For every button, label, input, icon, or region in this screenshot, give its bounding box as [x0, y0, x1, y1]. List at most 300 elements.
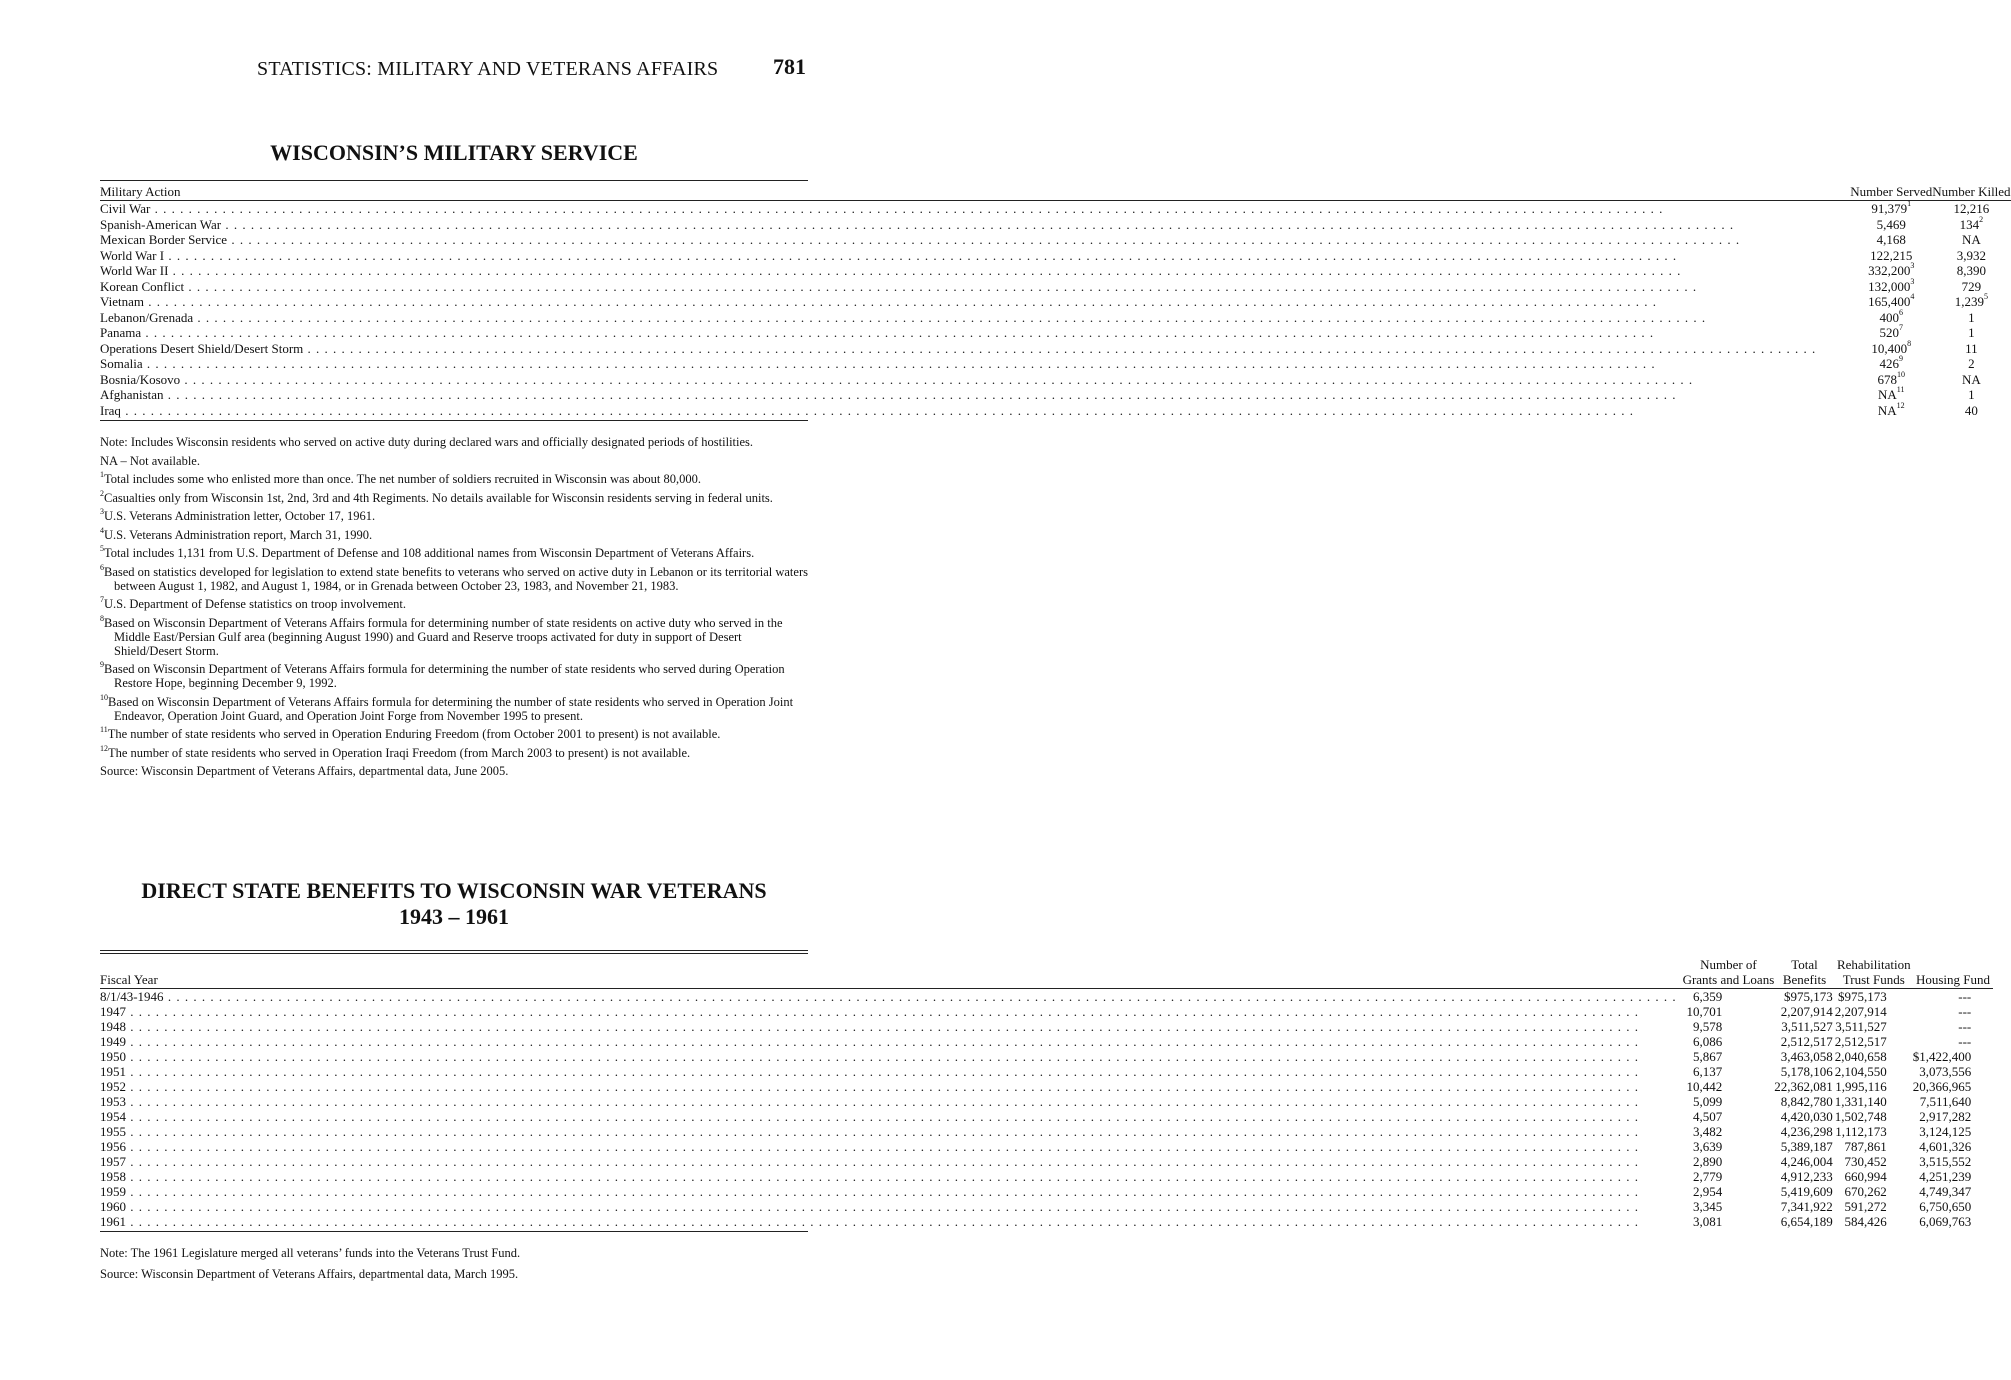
military-action-cell — [100, 372, 1836, 388]
page-header — [100, 54, 808, 82]
military-action-label: Mexican Border Service . . . — [100, 232, 1836, 248]
number-served-cell — [1836, 294, 1932, 310]
table-row — [100, 1034, 1993, 1049]
footnote — [100, 692, 808, 723]
number-served-cell — [1836, 356, 1932, 372]
number-killed-value: 3,932 — [1956, 247, 1987, 263]
number-served-value: NA — [1878, 387, 1897, 402]
military-action-label: Korean Conflict . . . — [100, 279, 1836, 295]
fiscal-year-cell — [100, 1019, 1683, 1034]
rehab-trust-cell: 1,112,173 — [1835, 1124, 1887, 1139]
rehab-trust-cell: 1,995,116 — [1835, 1079, 1887, 1094]
housing-fund-cell: --- — [1958, 1004, 1972, 1019]
table-row — [100, 1019, 1993, 1034]
military-action-label: Iraq . . . — [100, 403, 1836, 419]
table-row — [100, 1094, 1993, 1109]
rehab-trust-cell: 1,331,140 — [1834, 1094, 1887, 1109]
fiscal-year-value: 1957 . . . — [100, 1154, 1683, 1169]
footnote — [100, 613, 808, 658]
number-killed-cell — [1932, 387, 2010, 403]
housing-fund-cell: 4,749,347 — [1919, 1184, 1972, 1199]
grants-cell: 9,578 — [1693, 1019, 1723, 1034]
benefits-note: Source: Wisconsin Department of Veterans Affairs, departmental data, March 1995. — [100, 1267, 519, 1281]
fiscal-year-value: 1956 . . . — [100, 1139, 1683, 1154]
fiscal-year-cell — [100, 1199, 1683, 1214]
table-row — [100, 1079, 1993, 1094]
table-row — [100, 279, 2011, 295]
fiscal-year-cell — [100, 1034, 1683, 1049]
footnote-text: Based on Wisconsin Department of Veterans Affairs formula for determining number of state residents on active duty who served in the Middle East/Persian Gulf area (beginning August 1990) and Guard and Reserve troops activated for duty in support of Desert Shield/Desert Storm. — [104, 615, 783, 658]
rehab-trust-cell: 2,104,550 — [1834, 1064, 1887, 1079]
housing-fund-cell: --- — [1958, 1034, 1972, 1049]
number-served-value: 400 — [1879, 309, 1899, 325]
footnote-text: Total includes 1,131 from U.S. Department of Defense and 108 additional names from Wisconsin Department of Veterans Affairs. — [104, 546, 755, 560]
housing-fund-cell: 4,601,326 — [1919, 1139, 1972, 1154]
grants-cell: 10,701 — [1686, 1004, 1723, 1019]
grants-cell: 3,482 — [1693, 1124, 1723, 1139]
number-killed-cell — [1932, 372, 2010, 388]
number-served-value: 10,400 — [1871, 340, 1908, 356]
footnote-number: 1 — [100, 470, 104, 479]
number-killed-value: 40 — [1964, 402, 1978, 418]
footnote-number: 10 — [100, 692, 108, 702]
grants-cell: 2,890 — [1693, 1154, 1723, 1169]
grants-cell: 6,137 — [1693, 1064, 1723, 1079]
footnote — [100, 488, 808, 505]
military-action-cell — [100, 263, 1836, 279]
military-action-cell — [100, 310, 1836, 326]
footnote-number: 2 — [100, 488, 104, 498]
table-row — [100, 356, 2011, 372]
housing-fund-cell: 20,366,965 — [1912, 1079, 1972, 1094]
footnote-mark: 3 — [1910, 276, 1915, 286]
grants-cell: 5,867 — [1693, 1049, 1723, 1064]
footnote-text: Source: Wisconsin Department of Veterans Affairs, departmental data, June 2005. — [100, 764, 509, 778]
footnote-mark: 8 — [1907, 338, 1912, 348]
total-benefits-cell: 5,389,187 — [1780, 1139, 1833, 1154]
rehab-trust-cell: 591,272 — [1844, 1199, 1887, 1214]
fiscal-year-value: 8/1/43-1946 . . . — [100, 989, 1683, 1004]
page-number: 781 — [773, 54, 806, 79]
military-action-label: Afghanistan . . . — [100, 387, 1836, 403]
total-benefits-cell: 2,207,914 — [1780, 1004, 1833, 1019]
housing-fund-cell: 4,251,239 — [1919, 1169, 1972, 1184]
benefits-header-row — [100, 957, 1993, 989]
fiscal-year-value: 1954 . . . — [100, 1109, 1683, 1124]
total-benefits-cell: 8,842,780 — [1780, 1094, 1833, 1109]
number-killed-cell — [1932, 325, 2010, 341]
number-killed-value: 134 — [1959, 216, 1980, 232]
number-killed-cell — [1932, 310, 2010, 326]
table-row — [100, 201, 2011, 217]
military-action-label: Vietnam . . . — [100, 294, 1836, 310]
col-total-line1: Total — [1791, 957, 1818, 972]
fiscal-year-value: 1950 . . . — [100, 1049, 1683, 1064]
number-served-cell — [1836, 201, 1932, 217]
footnote-mark: 5 — [1984, 292, 1989, 301]
number-killed-value: 729 — [1961, 278, 1982, 294]
number-killed-value: 1 — [1968, 325, 1975, 340]
number-served-cell — [1836, 276, 1932, 295]
footnote-number: 5 — [100, 544, 104, 553]
housing-fund-cell: 2,917,282 — [1919, 1109, 1972, 1124]
footnote — [100, 562, 808, 593]
number-served-cell — [1836, 325, 1932, 341]
total-benefits-cell: $975,173 — [1784, 989, 1833, 1004]
fiscal-year-value: 1960 . . . — [100, 1199, 1683, 1214]
footnote-mark: 3 — [1910, 261, 1915, 270]
housing-fund-cell: $1,422,400 — [1912, 1049, 1972, 1064]
footnote-mark: 12 — [1896, 400, 1905, 410]
footnote-text: U.S. Veterans Administration report, March 31, 1990. — [104, 527, 373, 542]
rehab-trust-cell: 1,502,748 — [1834, 1109, 1887, 1124]
number-served-cell — [1836, 387, 1932, 403]
number-served-cell — [1836, 400, 1932, 419]
number-served-value: NA — [1877, 402, 1897, 418]
number-killed-value: 11 — [1965, 340, 1978, 356]
footnote-mark: 2 — [1979, 214, 1984, 224]
fiscal-year-cell — [100, 1124, 1683, 1139]
col-number-killed: Number Killed — [1932, 184, 2011, 199]
footnote — [100, 764, 808, 778]
col-rehab-line1: Rehabilitation — [1836, 957, 1911, 972]
fiscal-year-value: 1959 . . . — [100, 1184, 1683, 1199]
number-served-value: 4,168 — [1876, 232, 1906, 247]
grants-cell: 10,442 — [1686, 1079, 1723, 1094]
footnote-mark: 6 — [1898, 307, 1903, 317]
table-row — [100, 1184, 1993, 1199]
total-benefits-cell: 3,463,058 — [1780, 1049, 1833, 1064]
footnote-mark: 4 — [1910, 292, 1915, 301]
military-action-cell — [100, 294, 1836, 310]
table-row — [100, 1214, 1993, 1229]
benefits-notes — [100, 1246, 808, 1281]
fiscal-year-cell — [100, 1154, 1683, 1169]
col-fiscal-year: Fiscal Year — [100, 972, 158, 987]
number-served-value: 5,469 — [1876, 216, 1906, 232]
number-served-value: 426 — [1879, 356, 1899, 371]
total-benefits-cell: 3,511,527 — [1781, 1019, 1833, 1034]
footnote-mark: 11 — [1896, 385, 1905, 394]
total-benefits-cell: 4,912,233 — [1780, 1169, 1833, 1184]
benefits-title-line2: 1943 – 1961 — [399, 904, 509, 929]
number-served-value: 165,400 — [1868, 294, 1911, 309]
number-served-value: 332,200 — [1868, 263, 1911, 278]
footnote-number: 9 — [100, 660, 104, 669]
total-benefits-cell: 4,246,004 — [1780, 1154, 1833, 1169]
fiscal-year-cell — [100, 1139, 1683, 1154]
fiscal-year-value: 1952 . . . — [100, 1079, 1683, 1094]
military-action-label: Panama . . . — [100, 325, 1836, 341]
col-grants-and-loans — [1683, 957, 1775, 989]
fiscal-year-value: 1955 . . . — [100, 1124, 1683, 1139]
total-benefits-cell: 4,236,298 — [1780, 1124, 1833, 1139]
footnote-number: 6 — [100, 562, 104, 572]
col-total-line2: Benefits — [1782, 972, 1827, 987]
military-service-table — [100, 184, 2011, 418]
grants-cell: 3,639 — [1693, 1139, 1723, 1154]
rehab-trust-cell: 3,511,527 — [1835, 1019, 1887, 1034]
housing-fund-cell: 3,515,552 — [1919, 1154, 1972, 1169]
number-served-cell — [1836, 263, 1932, 279]
table-bottom-rule — [100, 420, 808, 421]
footnote-text: Total includes some who enlisted more than once. The net number of soldiers recruited in Wisconsin was about 80,000. — [104, 472, 701, 486]
number-killed-cell — [1932, 341, 2010, 357]
footnote-text: U.S. Department of Defense statistics on troop involvement. — [104, 597, 407, 611]
benefits-title-line1: DIRECT STATE BENEFITS TO WISCONSIN WAR VETERANS — [141, 878, 767, 903]
footnote — [100, 662, 808, 690]
total-benefits-cell: 5,419,609 — [1780, 1184, 1833, 1199]
table-row — [100, 217, 2011, 233]
table-top-rule — [100, 180, 808, 181]
housing-fund-cell: 3,124,125 — [1919, 1124, 1972, 1139]
table-row — [100, 325, 2011, 341]
benefits-title — [100, 878, 808, 930]
number-killed-value: 12,216 — [1953, 201, 1990, 216]
fiscal-year-value: 1949 . . . — [100, 1034, 1683, 1049]
number-killed-cell — [1932, 201, 2010, 217]
military-action-label: Bosnia/Kosovo . . . — [100, 372, 1836, 388]
total-benefits-cell: 22,362,081 — [1774, 1079, 1833, 1094]
number-served-cell — [1836, 248, 1932, 264]
fiscal-year-cell — [100, 1214, 1683, 1229]
table-row — [100, 372, 2011, 388]
fiscal-year-value: 1961 . . . — [100, 1214, 1683, 1229]
col-total-benefits — [1774, 957, 1835, 989]
footnote-mark: 1 — [1907, 199, 1912, 208]
footnote — [100, 509, 808, 523]
number-killed-cell — [1932, 294, 2010, 310]
grants-cell: 3,345 — [1693, 1199, 1723, 1214]
number-killed-cell — [1932, 248, 2010, 264]
military-action-cell — [100, 403, 1836, 419]
benefits-note: Note: The 1961 Legislature merged all veterans’ funds into the Veterans Trust Fund. — [100, 1246, 521, 1260]
military-action-cell — [100, 325, 1836, 341]
footnote-text: Note: Includes Wisconsin residents who served on active duty during declared wars and officially designated periods of hostilities. — [100, 435, 754, 449]
footnote — [100, 472, 808, 486]
table-row — [100, 1109, 1993, 1124]
footnote-text: U.S. Veterans Administration letter, October 17, 1961. — [104, 509, 376, 523]
table-header-row — [100, 184, 2011, 201]
rehab-trust-cell: 2,040,658 — [1834, 1049, 1887, 1064]
number-killed-cell — [1932, 232, 2010, 248]
veterans-benefits-section — [100, 878, 1991, 1288]
table-row — [100, 1169, 1993, 1184]
footnote-text: NA – Not available. — [100, 453, 200, 468]
military-table-body — [100, 201, 2011, 419]
military-action-cell — [100, 232, 1836, 248]
number-killed-value: 1,239 — [1954, 294, 1985, 309]
table-row — [100, 1049, 1993, 1064]
military-action-label: Lebanon/Grenada . . . — [100, 310, 1836, 326]
footnote-text: Based on Wisconsin Department of Veterans Affairs formula for determining the number of state residents who served in Operation Joint Endeavor, Operation Joint Guard, and Operation Joint Forge from November 1995 to present. — [108, 694, 794, 723]
rehab-trust-cell: 670,262 — [1844, 1184, 1887, 1199]
number-killed-value: 8,390 — [1956, 263, 1987, 278]
table-row — [100, 1154, 1993, 1169]
footnote — [100, 454, 808, 468]
grants-cell: 5,099 — [1693, 1094, 1723, 1109]
military-action-cell — [100, 387, 1836, 403]
fiscal-year-cell — [100, 1184, 1683, 1199]
footnote-number: 3 — [100, 507, 104, 516]
rehab-trust-cell: 2,512,517 — [1834, 1034, 1887, 1049]
fiscal-year-value: 1953 . . . — [100, 1094, 1683, 1109]
footnote-mark: 9 — [1898, 354, 1903, 363]
benefits-table — [100, 957, 1993, 1229]
grants-cell: 6,359 — [1693, 989, 1723, 1004]
grants-cell: 2,779 — [1693, 1169, 1723, 1184]
table-row — [100, 1199, 1993, 1214]
number-served-cell — [1836, 307, 1932, 326]
col-grants-line2: Grants and Loans — [1682, 972, 1775, 987]
total-benefits-cell: 7,341,922 — [1780, 1199, 1833, 1214]
running-head: STATISTICS: MILITARY AND VETERANS AFFAIRS — [257, 58, 719, 80]
footnote-text: The number of state residents who served in Operation Enduring Freedom (from October 2001 to present) is not available. — [107, 727, 721, 741]
number-served-cell — [1836, 217, 1932, 233]
military-action-cell — [100, 248, 1836, 264]
housing-fund-cell: 3,073,556 — [1919, 1064, 1972, 1079]
footnote — [100, 525, 808, 542]
fiscal-year-value: 1947 . . . — [100, 1004, 1683, 1019]
number-served-cell — [1836, 232, 1932, 248]
footnote-number: 8 — [100, 613, 104, 623]
footnote-text: Casualties only from Wisconsin 1st, 2nd, 3rd and 4th Regiments. No details available for Wisconsin residents serving in federal units. — [104, 490, 773, 505]
benefits-table-bottom-rule — [100, 1231, 808, 1232]
table-row — [100, 1064, 1993, 1079]
number-killed-value: 1 — [1968, 387, 1975, 402]
rehab-trust-cell: 730,452 — [1844, 1154, 1887, 1169]
grants-cell: 6,086 — [1693, 1034, 1723, 1049]
housing-fund-cell: --- — [1958, 1019, 1972, 1034]
military-notes — [100, 435, 808, 778]
grants-cell: 3,081 — [1693, 1214, 1723, 1229]
number-served-value: 91,379 — [1871, 201, 1908, 216]
total-benefits-cell: 6,654,189 — [1780, 1214, 1833, 1229]
col-rehab-line2: Trust Funds — [1842, 972, 1905, 987]
table-row — [100, 989, 1993, 1005]
footnote-text: Based on statistics developed for legislation to extend state benefits to veterans who served on active duty in Lebanon or its territorial waters between August 1, 1982, and August 1, 1984, or in Grenada between October 23, 1983, and November 21, 1983. — [104, 564, 808, 593]
housing-fund-cell: 7,511,640 — [1919, 1094, 1972, 1109]
number-served-cell — [1836, 338, 1932, 357]
table-row — [100, 387, 2011, 403]
military-service-title: WISCONSIN’S MILITARY SERVICE — [270, 140, 638, 165]
fiscal-year-cell — [100, 1049, 1683, 1064]
military-action-label: World War II . . . — [100, 263, 1836, 279]
table-row — [100, 232, 2011, 248]
number-killed-value: NA — [1962, 232, 1981, 247]
grants-cell: 2,954 — [1693, 1184, 1723, 1199]
table-row — [100, 1124, 1993, 1139]
number-killed-cell — [1932, 403, 2010, 419]
table-row — [100, 294, 2011, 310]
military-action-label: Spanish-American War . . . — [100, 217, 1836, 233]
military-action-cell — [100, 201, 1836, 217]
number-killed-cell — [1932, 263, 2010, 279]
housing-fund-cell: --- — [1958, 989, 1972, 1004]
total-benefits-cell: 4,420,030 — [1780, 1109, 1833, 1124]
footnote — [100, 743, 808, 760]
fiscal-year-cell — [100, 1004, 1683, 1019]
number-killed-value: 1 — [1968, 309, 1975, 325]
number-killed-value: NA — [1962, 371, 1981, 387]
military-action-cell — [100, 217, 1836, 233]
fiscal-year-cell — [100, 1079, 1683, 1094]
table-row — [100, 310, 2011, 326]
fiscal-year-cell — [100, 1094, 1683, 1109]
table-row — [100, 1139, 1993, 1154]
number-served-value: 122,215 — [1870, 247, 1913, 263]
table-row — [100, 341, 2011, 357]
fiscal-year-value: 1948 . . . — [100, 1019, 1683, 1034]
military-action-cell — [100, 341, 1836, 357]
footnote-text: Based on Wisconsin Department of Veterans Affairs formula for determining the number of state residents who served during Operation Restore Hope, beginning December 9, 1992. — [104, 662, 785, 690]
footnote — [100, 435, 808, 449]
benefits-table-top-rule — [100, 950, 808, 954]
rehab-trust-cell: 660,994 — [1844, 1169, 1887, 1184]
table-row — [100, 403, 2011, 419]
fiscal-year-cell — [100, 1169, 1683, 1184]
col-grants-line1: Number of — [1700, 957, 1757, 972]
total-benefits-cell: 5,178,106 — [1780, 1064, 1833, 1079]
number-served-value: 678 — [1877, 371, 1897, 387]
footnote-number: 7 — [100, 595, 104, 604]
number-served-value: 132,000 — [1868, 278, 1911, 294]
number-killed-value: 2 — [1968, 356, 1975, 371]
table-row — [100, 1004, 1993, 1019]
military-action-label: Civil War . . . — [100, 201, 1836, 217]
footnote-number: 11 — [100, 725, 108, 734]
number-killed-cell — [1932, 279, 2010, 295]
rehab-trust-cell: $975,173 — [1838, 989, 1887, 1004]
benefits-table-body — [100, 989, 1993, 1230]
rehab-trust-cell: 584,426 — [1844, 1214, 1887, 1229]
footnote — [100, 597, 808, 611]
fiscal-year-value: 1958 . . . — [100, 1169, 1683, 1184]
table-row — [100, 263, 2011, 279]
number-served-cell — [1836, 369, 1932, 388]
number-killed-cell — [1932, 356, 2010, 372]
housing-fund-cell: 6,069,763 — [1919, 1214, 1972, 1229]
col-rehabilitation-trust-funds — [1835, 957, 1913, 989]
fiscal-year-cell — [100, 1109, 1683, 1124]
footnote-mark: 7 — [1898, 323, 1903, 332]
rehab-trust-cell: 2,207,914 — [1834, 1004, 1887, 1019]
table-row — [100, 248, 2011, 264]
military-action-label: Operations Desert Shield/Desert Storm . . . — [100, 341, 1836, 357]
footnote-number: 4 — [100, 525, 104, 535]
housing-fund-cell: 6,750,650 — [1919, 1199, 1972, 1214]
total-benefits-cell: 2,512,517 — [1780, 1034, 1833, 1049]
footnote — [100, 727, 808, 741]
col-military-action: Military Action — [100, 184, 181, 199]
number-served-value: 520 — [1879, 325, 1899, 340]
fiscal-year-cell — [100, 1064, 1683, 1079]
military-action-label: Somalia . . . — [100, 356, 1836, 372]
military-service-section — [100, 140, 2011, 783]
col-number-served: Number Served — [1850, 184, 1933, 199]
footnote-text: The number of state residents who served in Operation Iraqi Freedom (from March 2003 to present) is not available. — [108, 745, 691, 760]
footnote — [100, 546, 808, 560]
number-killed-cell — [1932, 214, 2010, 233]
military-action-label: World War I . . . — [100, 248, 1836, 264]
grants-cell: 4,507 — [1693, 1109, 1723, 1124]
col-housing-fund: Housing Fund — [1915, 972, 1991, 987]
footnote-number: 12 — [100, 743, 108, 753]
fiscal-year-cell — [100, 989, 1683, 1005]
fiscal-year-value: 1951 . . . — [100, 1064, 1683, 1079]
footnote-mark: 10 — [1896, 369, 1905, 379]
rehab-trust-cell: 787,861 — [1844, 1139, 1887, 1154]
